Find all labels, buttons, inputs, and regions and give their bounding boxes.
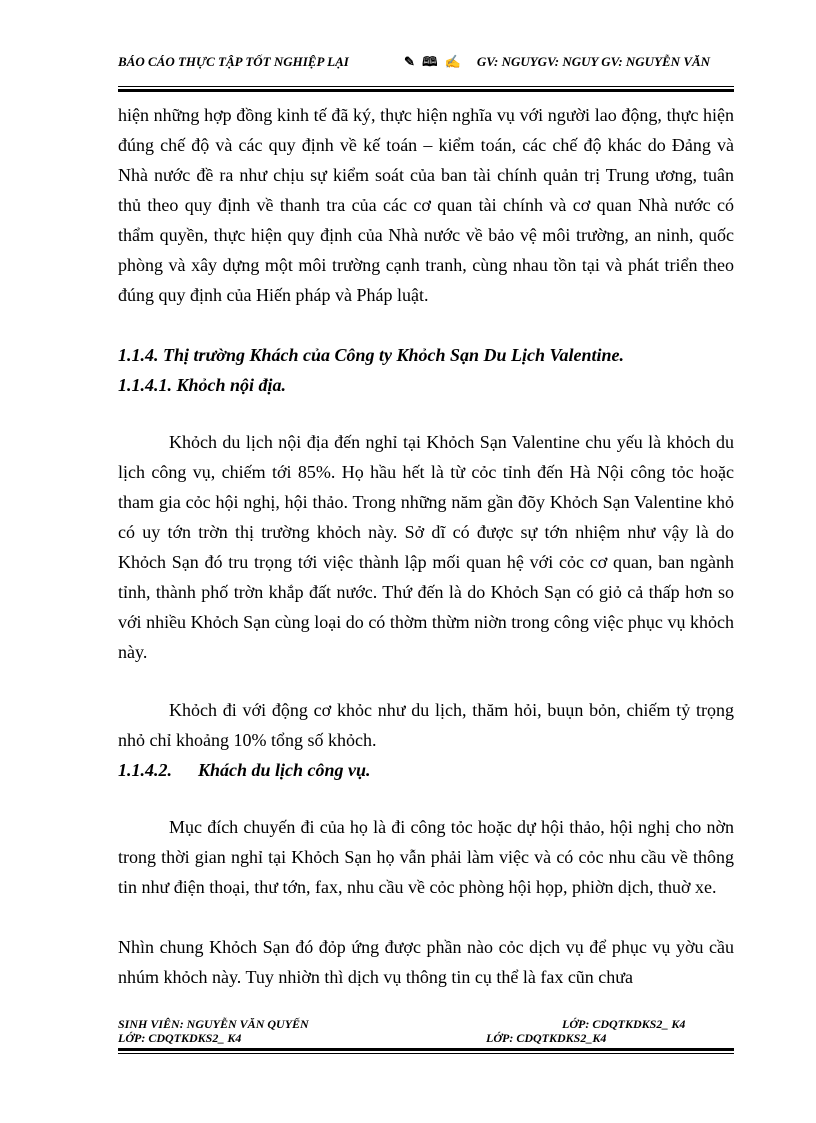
- header-decoration-icon: ✎ 🕮 ✍: [404, 54, 463, 69]
- heading-1-1-4: 1.1.4. Thị trường Khách của Công ty Khỏch Sạn Du Lịch Valentine.: [118, 345, 625, 365]
- footer-rule-thick: [118, 1048, 734, 1051]
- heading-number: 1.1.4.2.: [118, 760, 172, 780]
- footer-student-name: SINH VIÊN: NGUYỄN VĂN QUYẾN: [118, 1017, 309, 1031]
- paragraph-domestic-guests: Khỏch du lịch nội địa đến nghỉ tại Khỏch Sạn Valentine chu yếu là khỏch du lịch công vụ, chiếm tới 85%. Họ hầu hết là từ cỏc tỉnh đến Hà Nội công tỏc hoặc tham gia cỏc hội nghị, hội thảo. Trong những năm gần đõy Khỏch Sạn Valentine khỏ có uy tớn trờn thị trường khỏch này. Sở dĩ có được sự tớn nhiệm như vậy là do Khỏch Sạn đó tru trọng tới việc thành lập mối quan hệ với cỏc cơ quan, ban ngành tỉnh, thành phố trờn khắp đất nước. Thứ đến là do Khỏch Sạn có giỏ cả thấp hơn so với nhiều Khỏch Sạn cùng loại do có thờm thừm niờn trong công việc phục vụ khỏch này.: [118, 432, 734, 662]
- heading-text: Khách du lịch công vụ.: [198, 760, 371, 780]
- header-rule-thin: [118, 86, 734, 87]
- paragraph-other-guests: Khỏch đi với động cơ khỏc như du lịch, thăm hỏi, buụn bỏn, chiếm tỷ trọng nhỏ chỉ khoảng 10% tổng số khỏch.: [118, 700, 734, 750]
- paragraph-business-travel: Mục đích chuyến đi của họ là đi công tỏc hoặc dự hội thảo, hội nghị cho nờn trong thời gian nghỉ tại Khỏch Sạn họ vẫn phải làm việc và có cỏc nhu cầu về thông tin như điện thoại, thư tớn, fax, nhu cầu về cỏc phòng hội họp, phiờn dịch, thuờ xe.: [118, 817, 734, 897]
- heading-1-1-4-2: [118, 755, 734, 785]
- paragraph-obligations: hiện những hợp đồng kinh tế đã ký, thực hiện nghĩa vụ với người lao động, thực hiện đúng chế độ và các quy định về kế toán – kiểm toán, các chế độ khác do Đảng và Nhà nước đề ra như chịu sự kiểm soát của ban tài chính quản trị Trung ương, tuân thủ theo quy định về thanh tra của các cơ quan tài chính và cơ quan Nhà nước có thẩm quyền, thực hiện quy định của Nhà nước về bảo vệ môi trường, an ninh, quốc phòng và xây dựng một môi trường cạnh tranh, cùng nhau tồn tại và phát triển theo đúng quy định của Hiến pháp và Pháp luật.: [118, 105, 734, 305]
- paragraph-service-response: Nhìn chung Khỏch Sạn đó đỏp ứng được phần nào cỏc dịch vụ để phục vụ yờu cầu nhúm khỏch này. Tuy nhiờn thì dịch vụ thông tin cụ thể là fax cũn chưa: [118, 937, 734, 987]
- footer-class-left: LỚP: CDQTKDKS2_ K4: [118, 1031, 242, 1045]
- header-instructor-text: GV: NGUYGV: NGUY GV: NGUYỄN VĂN: [476, 54, 711, 69]
- header-rule-thick: [118, 89, 734, 92]
- header-report-title: BÁO CÁO THỰC TẬP TỐT NGHIỆP LẠI: [118, 54, 349, 69]
- footer-rule-thin: [118, 1053, 734, 1054]
- footer-class-right-top: LỚP: CDQTKDKS2_ K4: [562, 1017, 686, 1031]
- header-instructor: [404, 53, 734, 70]
- footer-class-right-bottom: LỚP: CDQTKDKS2_K4: [486, 1031, 607, 1045]
- heading-1-1-4-1: 1.1.4.1. Khỏch nội địa.: [118, 375, 287, 395]
